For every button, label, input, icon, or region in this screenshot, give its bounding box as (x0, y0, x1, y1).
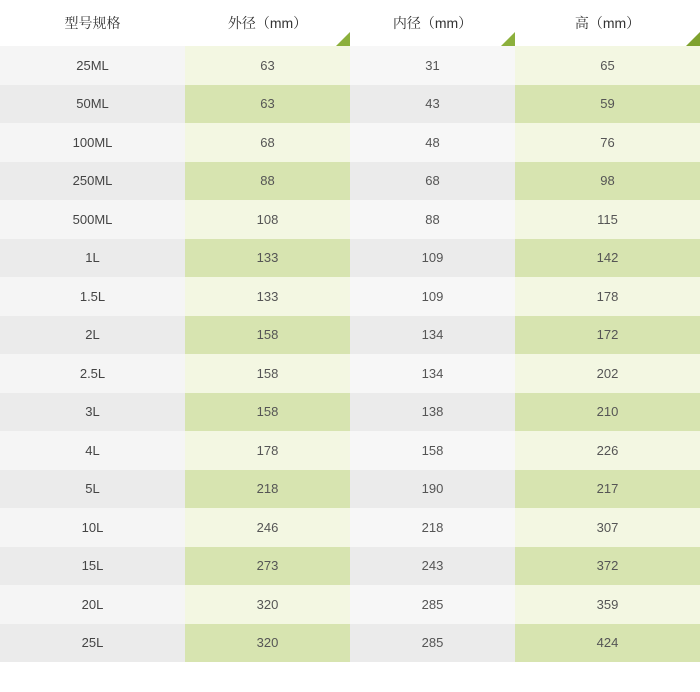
cell-outer-diameter: 133 (185, 277, 350, 316)
cell-spec: 20L (0, 585, 185, 624)
cell-height: 226 (515, 431, 700, 470)
cell-height: 172 (515, 316, 700, 355)
cell-outer-diameter: 158 (185, 316, 350, 355)
cell-spec: 25L (0, 624, 185, 663)
table-row (0, 316, 700, 355)
table-header (0, 0, 700, 46)
table-row (0, 354, 700, 393)
cell-height: 59 (515, 85, 700, 124)
cell-inner-diameter: 138 (350, 393, 515, 432)
cell-outer-diameter: 68 (185, 123, 350, 162)
table-row (0, 123, 700, 162)
cell-inner-diameter: 134 (350, 354, 515, 393)
cell-spec: 100ML (0, 123, 185, 162)
cell-spec: 25ML (0, 46, 185, 85)
cell-outer-diameter: 178 (185, 431, 350, 470)
cell-inner-diameter: 109 (350, 239, 515, 278)
cell-inner-diameter: 158 (350, 431, 515, 470)
cell-spec: 50ML (0, 85, 185, 124)
corner-triangle-icon (501, 32, 515, 46)
table-header-row (0, 0, 700, 46)
cell-spec: 500ML (0, 200, 185, 239)
cell-outer-diameter: 273 (185, 547, 350, 586)
table-row (0, 200, 700, 239)
cell-inner-diameter: 31 (350, 46, 515, 85)
cell-inner-diameter: 134 (350, 316, 515, 355)
table-row (0, 85, 700, 124)
table-row (0, 277, 700, 316)
cell-spec: 3L (0, 393, 185, 432)
cell-height: 359 (515, 585, 700, 624)
cell-height: 178 (515, 277, 700, 316)
cell-height: 115 (515, 200, 700, 239)
cell-inner-diameter: 190 (350, 470, 515, 509)
table-body (0, 46, 700, 662)
cell-height: 76 (515, 123, 700, 162)
cell-spec: 250ML (0, 162, 185, 201)
cell-outer-diameter: 320 (185, 585, 350, 624)
column-header-height (515, 0, 700, 46)
cell-spec: 1L (0, 239, 185, 278)
table-row (0, 162, 700, 201)
table-row (0, 393, 700, 432)
column-header-outer-diameter (185, 0, 350, 46)
cell-outer-diameter: 320 (185, 624, 350, 663)
cell-inner-diameter: 285 (350, 624, 515, 663)
cell-spec: 5L (0, 470, 185, 509)
cell-inner-diameter: 109 (350, 277, 515, 316)
cell-outer-diameter: 63 (185, 46, 350, 85)
cell-inner-diameter: 218 (350, 508, 515, 547)
cell-inner-diameter: 48 (350, 123, 515, 162)
cell-outer-diameter: 158 (185, 354, 350, 393)
table-row (0, 239, 700, 278)
cell-spec: 1.5L (0, 277, 185, 316)
cell-spec: 2L (0, 316, 185, 355)
table-row (0, 470, 700, 509)
cell-height: 307 (515, 508, 700, 547)
cell-outer-diameter: 133 (185, 239, 350, 278)
corner-triangle-icon (686, 32, 700, 46)
cell-outer-diameter: 246 (185, 508, 350, 547)
column-header-inner-diameter-label: 内径（mm） (392, 15, 473, 31)
table-row (0, 547, 700, 586)
cell-height: 202 (515, 354, 700, 393)
cell-spec: 10L (0, 508, 185, 547)
cell-outer-diameter: 158 (185, 393, 350, 432)
cell-height: 210 (515, 393, 700, 432)
cell-height: 217 (515, 470, 700, 509)
cell-outer-diameter: 108 (185, 200, 350, 239)
footer-spacer (0, 662, 700, 692)
column-header-inner-diameter (350, 0, 515, 46)
table-row (0, 624, 700, 663)
corner-triangle-icon (336, 32, 350, 46)
table-row (0, 508, 700, 547)
cell-height: 98 (515, 162, 700, 201)
cell-spec: 4L (0, 431, 185, 470)
column-header-height-label: 高（mm） (574, 15, 641, 31)
column-header-spec (0, 0, 185, 46)
cell-inner-diameter: 243 (350, 547, 515, 586)
cell-spec: 15L (0, 547, 185, 586)
cell-inner-diameter: 68 (350, 162, 515, 201)
cell-outer-diameter: 88 (185, 162, 350, 201)
table-row (0, 431, 700, 470)
cell-spec: 2.5L (0, 354, 185, 393)
cell-outer-diameter: 63 (185, 85, 350, 124)
cell-height: 65 (515, 46, 700, 85)
cell-height: 372 (515, 547, 700, 586)
column-header-outer-diameter-label: 外径（mm） (227, 15, 308, 31)
table-row (0, 46, 700, 85)
cell-inner-diameter: 285 (350, 585, 515, 624)
cell-height: 424 (515, 624, 700, 663)
column-header-spec-label: 型号规格 (64, 15, 121, 31)
cell-height: 142 (515, 239, 700, 278)
cell-inner-diameter: 43 (350, 85, 515, 124)
table-row (0, 585, 700, 624)
cell-inner-diameter: 88 (350, 200, 515, 239)
cell-outer-diameter: 218 (185, 470, 350, 509)
